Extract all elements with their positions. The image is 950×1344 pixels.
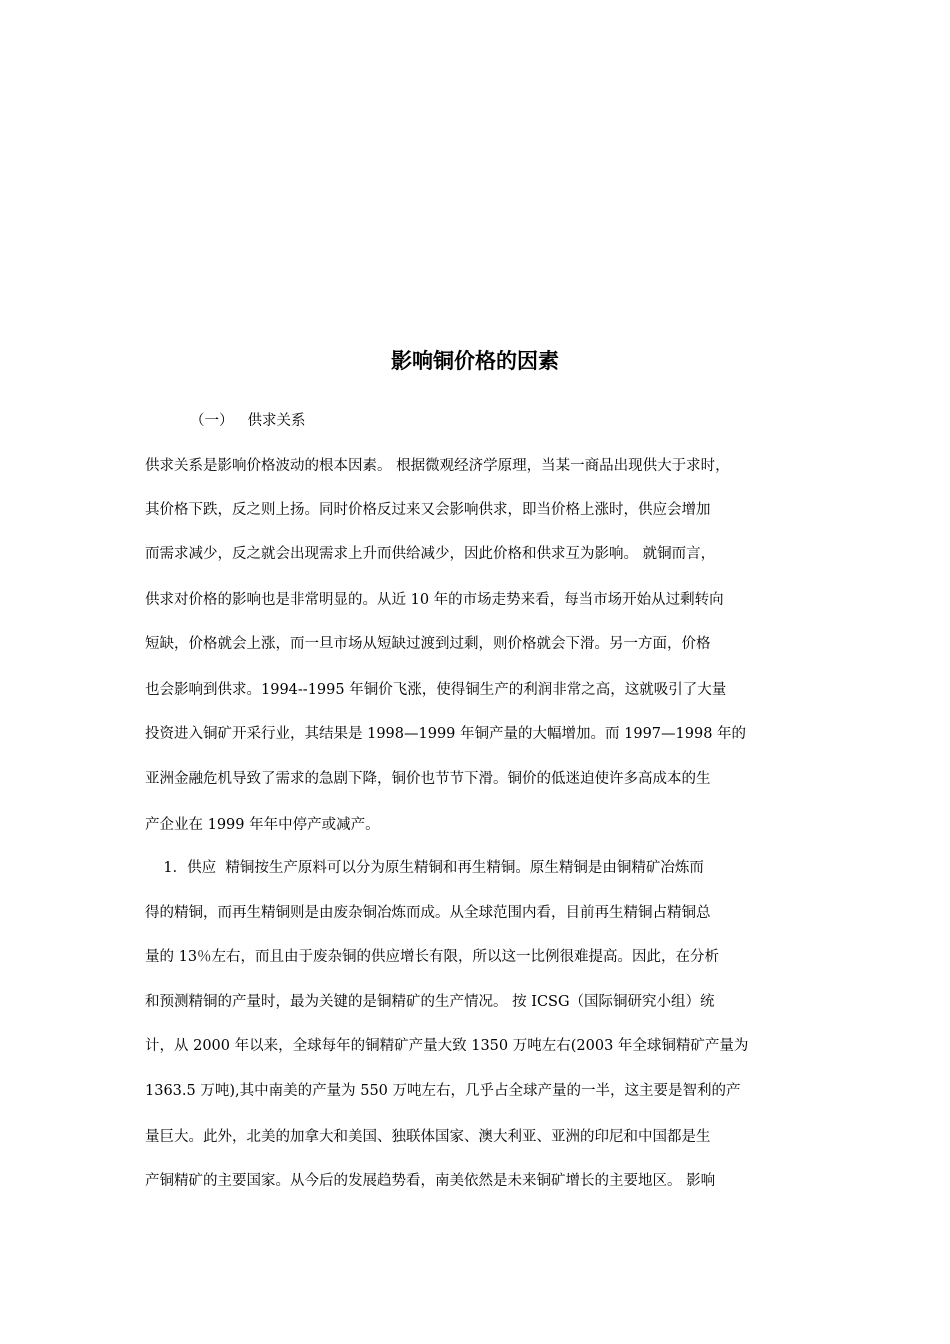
- body-line: 1．供应 精铜按生产原料可以分为原生精铜和再生精铜。原生精铜是由铜精矿冶炼而: [145, 860, 704, 876]
- body-line: 产企业在 1999 年年中停产或减产。: [145, 817, 380, 833]
- body-line: 亚洲金融危机导致了需求的急剧下降，铜价也节节下滑。铜价的低迷迫使许多高成本的生: [145, 771, 711, 787]
- body-line: 投资进入铜矿开采行业，其结果是 1998—1999 年铜产量的大幅增加。而 1997—1998 年的: [145, 726, 747, 742]
- body-line: 得的精铜，而再生精铜则是由废杂铜冶炼而成。从全球范围内看，目前再生精铜占精铜总: [145, 905, 711, 921]
- body-line: 其价格下跌，反之则上扬。同时价格反过来又会影响供求，即当价格上涨时，供应会增加: [145, 502, 711, 518]
- body-line: 和预测精铜的产量时，最为关键的是铜精矿的生产情况。 按 ICSG（国际铜研究小组）统: [145, 994, 715, 1010]
- body-line: 产铜精矿的主要国家。从今后的发展趋势看，南美依然是未来铜矿增长的主要地区。 影响: [145, 1173, 716, 1189]
- body-line: 量巨大。此外，北美的加拿大和美国、独联体国家、澳大利亚、亚洲的印尼和中国都是生: [145, 1129, 711, 1145]
- body-line: 计，从 2000 年以来，全球每年的铜精矿产量大致 1350 万吨左右(2003 年全球铜精矿产量为: [145, 1038, 749, 1054]
- body-line: 而需求减少，反之就会出现需求上升而供给减少，因此价格和供求互为影响。 就铜而言，: [145, 546, 716, 562]
- body-line: 1363.5 万吨),其中南美的产量为 550 万吨左右，几乎占全球产量的一半，这主要是智利的产: [145, 1083, 741, 1099]
- body-line: 量的 13％左右，而且由于废杂铜的供应增长有限，所以这一比例很难提高。因此，在分析: [145, 949, 720, 965]
- body-line: 短缺，价格就会上涨，而一旦市场从短缺过渡到过剩，则价格就会下滑。另一方面，价格: [145, 636, 711, 652]
- document-title: 影响铜价格的因素: [391, 349, 559, 373]
- section-heading: [190, 410, 306, 432]
- section-number: （一）: [190, 413, 234, 429]
- body-line: 供求关系是影响价格波动的根本因素。 根据微观经济学原理，当某一商品出现供大于求时，: [145, 458, 730, 474]
- body-line: 也会影响到供求。1994--1995 年铜价飞涨，使得铜生产的利润非常之高，这就吸引了大量: [145, 682, 727, 698]
- body-line: 供求对价格的影响也是非常明显的。从近 10 年的市场走势来看，每当市场开始从过剩转向: [145, 592, 724, 608]
- section-label: 供求关系: [247, 413, 306, 429]
